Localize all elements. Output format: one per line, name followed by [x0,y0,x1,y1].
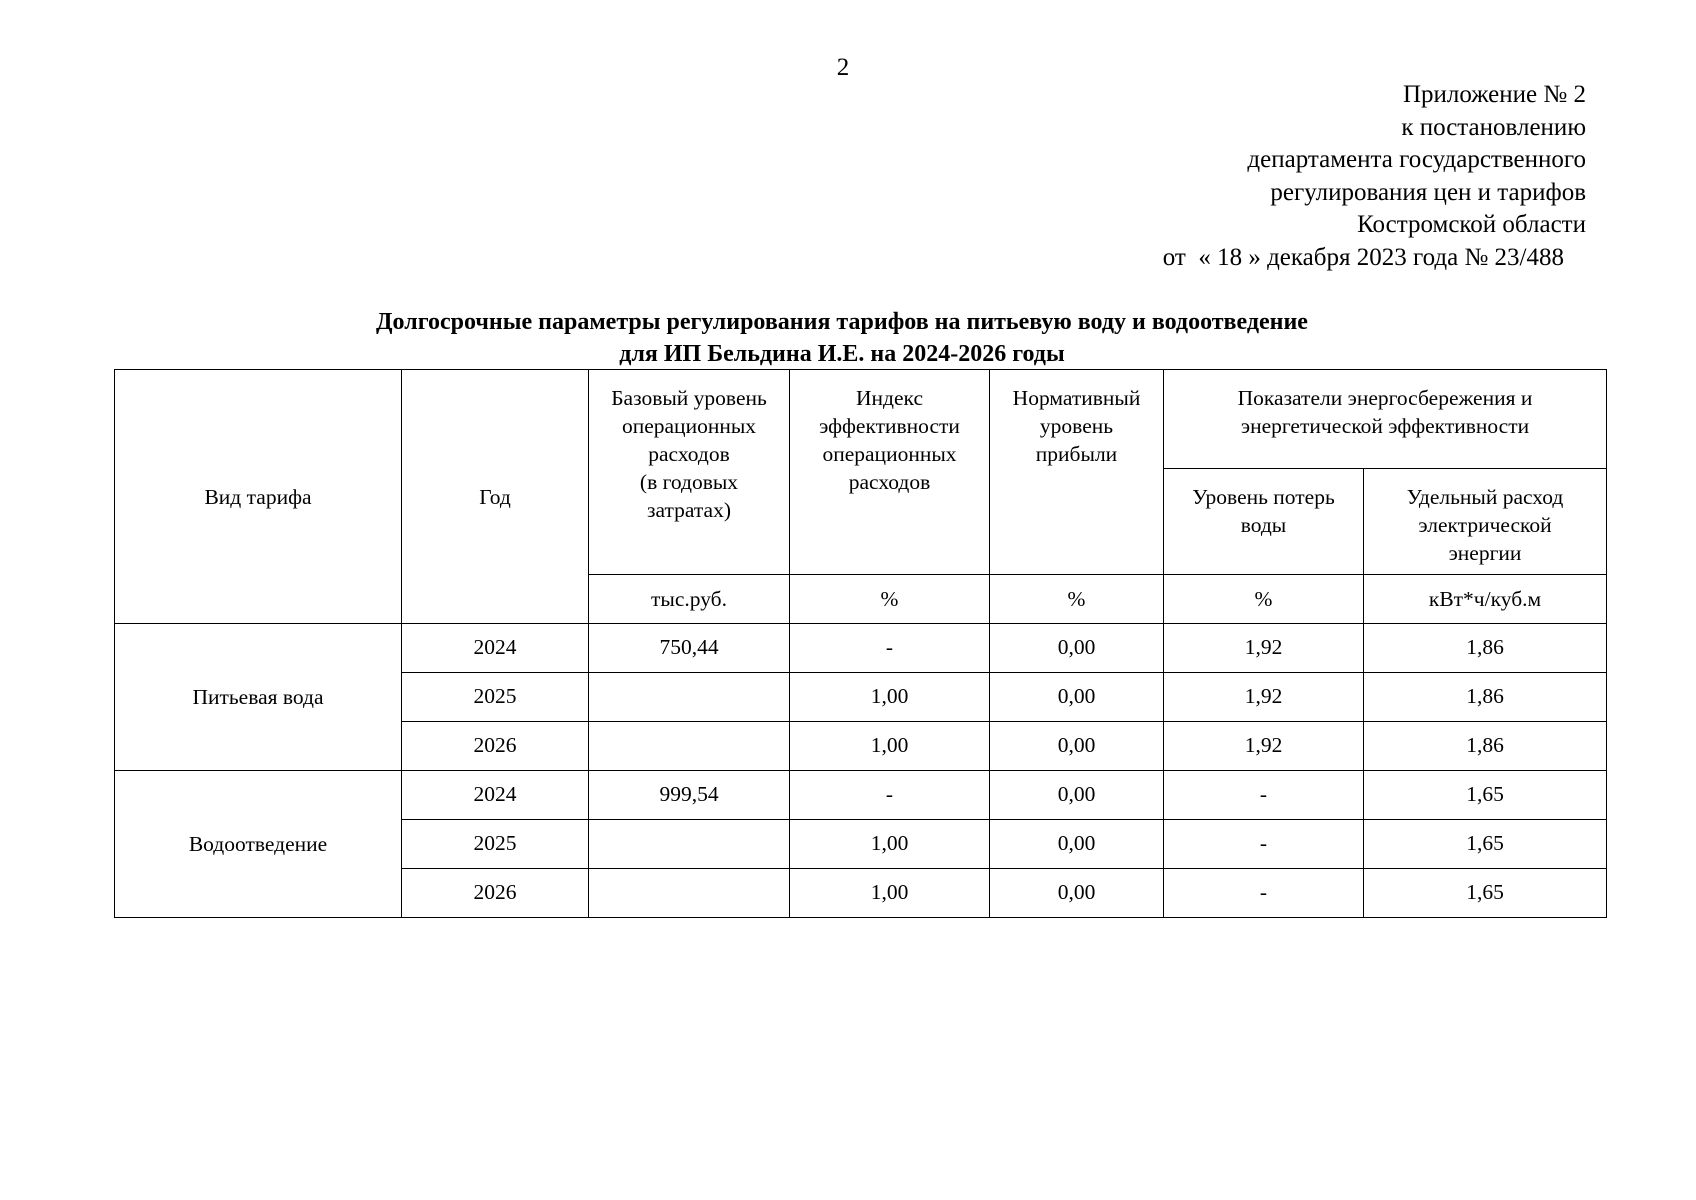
header-line: уровень [1039,414,1114,438]
header-year: Год [402,370,589,624]
appendix-line: Приложение № 2 [1402,81,1586,108]
appendix-line: Костромской области [1357,211,1586,239]
cell-water-loss: 1,92 [1164,722,1364,771]
page-number: 2 [836,54,850,81]
cell-profit-level: 0,00 [990,869,1164,918]
table-row [115,624,1607,673]
cell-electricity: 1,86 [1364,624,1607,673]
cell-efficiency-index: - [790,771,990,820]
appendix-line: к постановлению [1401,113,1586,141]
header-line: Нормативный [1012,386,1141,410]
header-line: Уровень потерь [1192,485,1335,509]
header-line: электрической [1418,513,1552,537]
header-line: операционных [621,414,757,438]
header-line: (в годовых [639,470,739,494]
document-title [0,306,1696,370]
tariff-parameters-table [114,369,1607,918]
appendix-line: регулирования цен и тарифов [1270,178,1586,206]
appendix-line: департамента государственного [1247,146,1586,174]
header-electricity [1364,469,1607,575]
cell-year: 2026 [402,722,589,771]
cell-profit-level: 0,00 [990,820,1164,869]
cell-water-loss: - [1164,820,1364,869]
unit-base-level: тыс.руб. [589,575,790,624]
cell-water-loss: 1,92 [1164,673,1364,722]
cell-electricity: 1,65 [1364,771,1607,820]
cell-year: 2026 [402,869,589,918]
cell-base-level [589,820,790,869]
cell-base-level: 999,54 [589,771,790,820]
cell-year: 2024 [402,624,589,673]
header-profit-level [990,370,1164,575]
header-line: расходов [848,470,931,494]
header-line: Показатели энергосбережения и [1237,386,1533,410]
cell-profit-level: 0,00 [990,673,1164,722]
header-line: Удельный расход [1406,485,1564,509]
title-line: Долгосрочные параметры регулирования тарифов на питьевую воду и водоотведение [376,309,1308,335]
unit-efficiency-index: % [790,575,990,624]
header-line: прибыли [1035,442,1118,466]
cell-efficiency-index: 1,00 [790,673,990,722]
cell-profit-level: 0,00 [990,624,1164,673]
cell-efficiency-index: 1,00 [790,722,990,771]
header-line: операционных [822,442,957,466]
group-name-drinking-water: Питьевая вода [115,624,402,771]
cell-water-loss: - [1164,771,1364,820]
header-line: затратах) [647,498,731,522]
header-efficiency-index [790,370,990,575]
cell-year: 2024 [402,771,589,820]
cell-efficiency-index: 1,00 [790,869,990,918]
title-line: для ИП Бельдина И.Е. на 2024-2026 годы [619,341,1065,367]
cell-electricity: 1,86 [1364,673,1607,722]
cell-base-level [589,673,790,722]
header-energy-group [1164,370,1607,469]
header-line: расходов [648,442,730,466]
header-line: Индекс [856,386,923,410]
cell-profit-level: 0,00 [990,722,1164,771]
cell-profit-level: 0,00 [990,771,1164,820]
header-water-loss [1164,469,1364,575]
header-base-level [589,370,790,575]
unit-electricity: кВт*ч/куб.м [1364,575,1607,624]
cell-electricity: 1,65 [1364,820,1607,869]
cell-efficiency-index: 1,00 [790,820,990,869]
cell-year: 2025 [402,820,589,869]
group-name-wastewater: Водоотведение [115,771,402,918]
unit-water-loss: % [1164,575,1364,624]
cell-base-level [589,869,790,918]
cell-efficiency-index: - [790,624,990,673]
cell-base-level: 750,44 [589,624,790,673]
cell-water-loss: - [1164,869,1364,918]
header-line: эффективности [819,414,960,438]
header-tariff-type: Вид тарифа [115,370,402,624]
cell-water-loss: 1,92 [1164,624,1364,673]
unit-profit-level: % [990,575,1164,624]
table-row [115,771,1607,820]
appendix-date-line: от « 18 » декабря 2023 года № 23/488 [1162,243,1564,271]
header-line: энергии [1448,541,1522,565]
cell-electricity: 1,86 [1364,722,1607,771]
header-line: энергетической эффективности [1240,414,1530,438]
cell-base-level [589,722,790,771]
appendix-block [1163,79,1586,275]
cell-year: 2025 [402,673,589,722]
cell-electricity: 1,65 [1364,869,1607,918]
header-line: воды [1240,513,1287,537]
header-line: Базовый уровень [611,386,767,410]
